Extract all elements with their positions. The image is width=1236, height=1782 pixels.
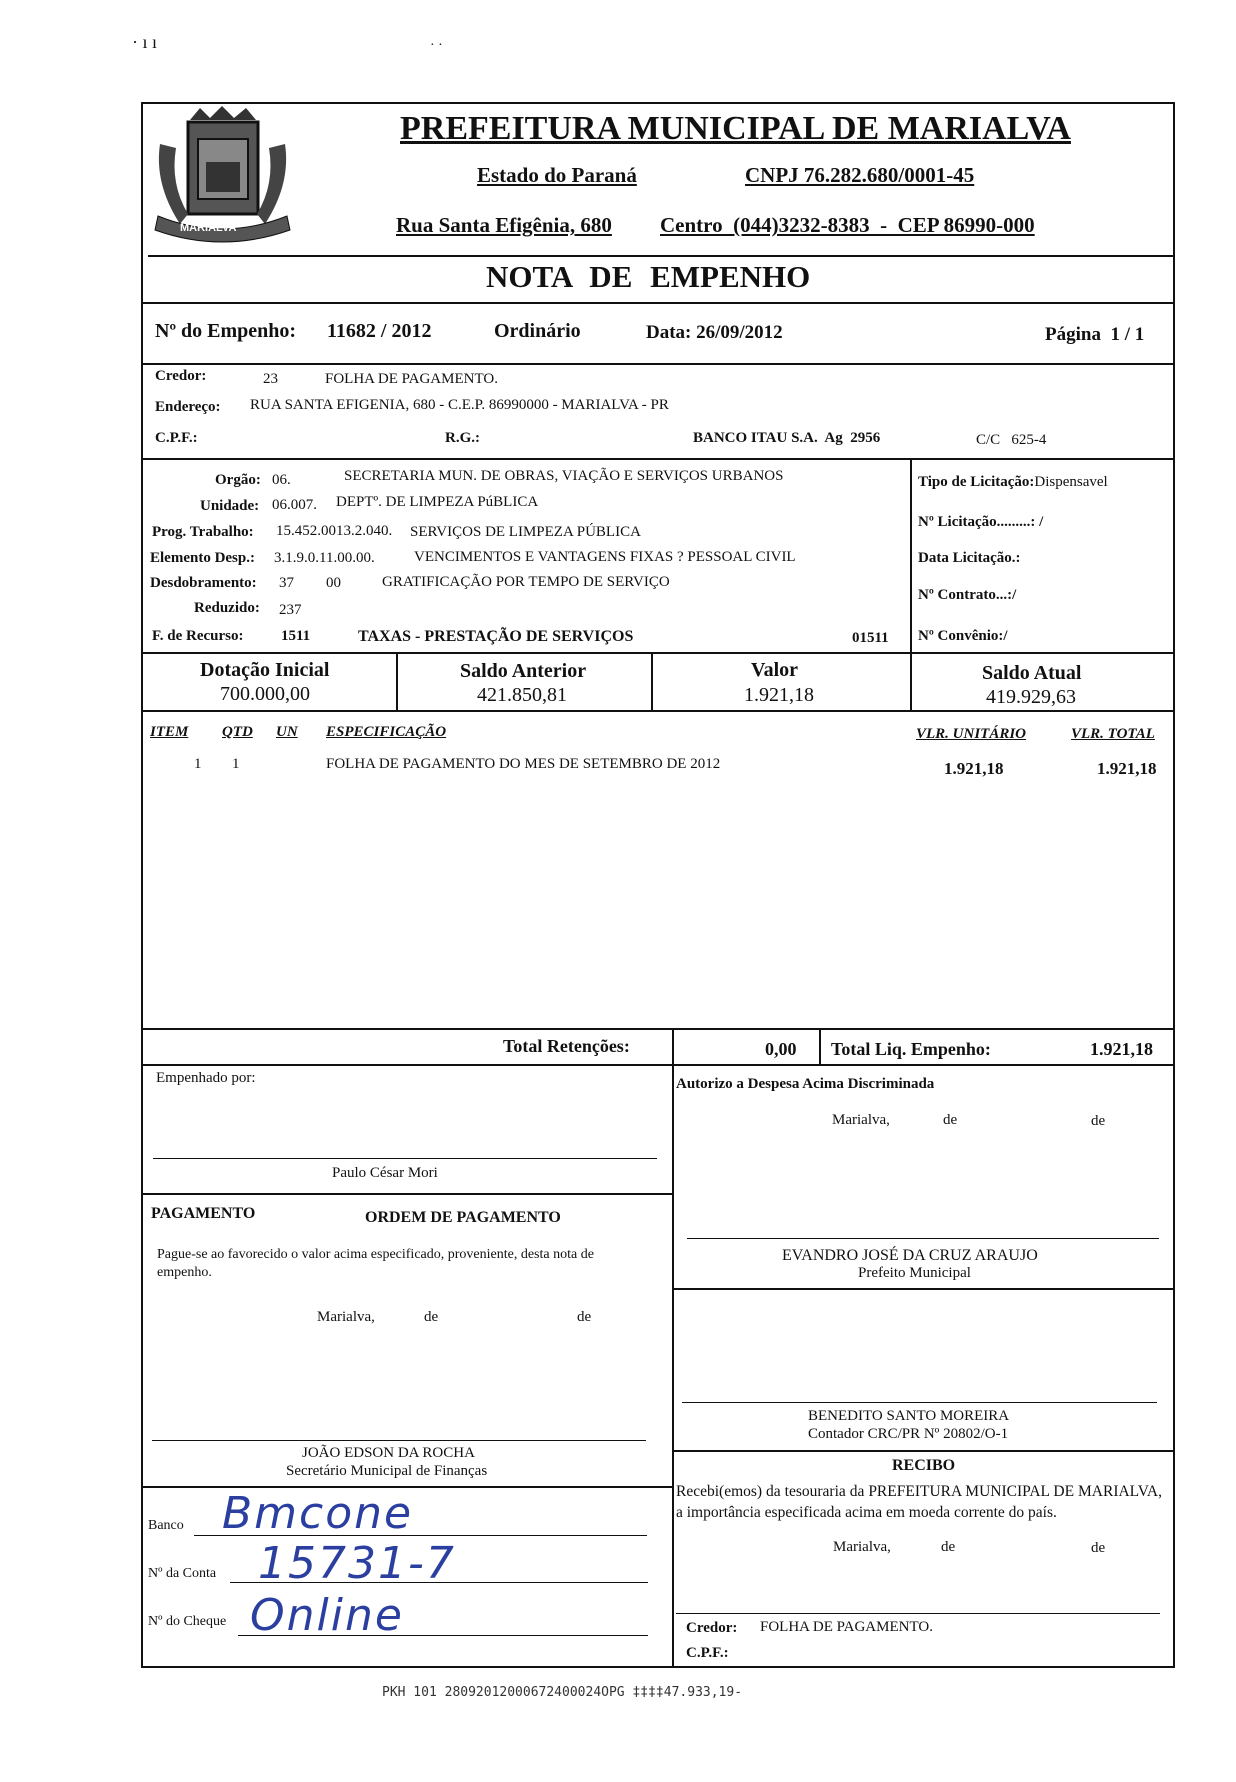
prog-code: 15.452.0013.2.040. xyxy=(276,523,393,539)
empenhado-label: Empenhado por: xyxy=(156,1070,256,1086)
unidade-label: Unidade: xyxy=(200,498,260,514)
recibo-city: Marialva, xyxy=(833,1539,891,1555)
scan-mark: · ı ı xyxy=(132,32,157,52)
dotacao-value: 700.000,00 xyxy=(220,683,310,705)
account-info: C/C 625-4 xyxy=(976,432,1047,448)
item-total-value: 1.921,18 xyxy=(1097,759,1157,778)
col-header-total: VLR. TOTAL xyxy=(1071,726,1155,742)
dotacao-label: Dotação Inicial xyxy=(200,659,330,681)
empenhado-name: Paulo César Mori xyxy=(332,1165,438,1181)
credor-label: Credor: xyxy=(155,368,207,384)
pagamento-city: Marialva, xyxy=(317,1309,375,1325)
orgao-code: 06. xyxy=(272,472,291,488)
empenho-type: Ordinário xyxy=(494,320,581,342)
item-number: 1 xyxy=(194,756,202,772)
page-title: PREFEITURA MUNICIPAL DE MARIALVA xyxy=(400,110,1071,147)
pagamento-text: Pague-se ao favorecido o valor acima especificado, proveniente, desta nota de empenho. xyxy=(157,1247,594,1280)
ordem-pagamento-label: ORDEM DE PAGAMENTO xyxy=(365,1209,561,1226)
conta-handwritten: 15731-7 xyxy=(258,1538,456,1589)
desdob-code: 37 xyxy=(279,575,294,591)
licitacao-number: Nº Licitação.........: / xyxy=(918,514,1044,530)
secretario-name: JOÃO EDSON DA ROCHA xyxy=(302,1445,475,1461)
endereco-value: RUA SANTA EFIGENIA, 680 - C.E.P. 86990000 - MARIALVA - PR xyxy=(250,397,669,413)
empenho-label: Nº do Empenho: xyxy=(155,320,297,342)
contrato-number: Nº Contrato...:/ xyxy=(918,587,1017,603)
secretario-role: Secretário Municipal de Finanças xyxy=(286,1463,488,1479)
reduzido-label: Reduzido: xyxy=(194,600,260,616)
contador-role: Contador CRC/PR Nº 20802/O-1 xyxy=(808,1426,1009,1442)
retencoes-label: Total Retenções: xyxy=(503,1036,630,1056)
municipal-seal: MARIALVA xyxy=(150,104,295,254)
autorizo-de: de xyxy=(943,1112,958,1128)
col-header-espec: ESPECIFICAÇÃO xyxy=(326,724,447,740)
endereco-label: Endereço: xyxy=(155,399,221,415)
credor-name: FOLHA DE PAGAMENTO. xyxy=(325,371,498,387)
saldo-atual-label: Saldo Atual xyxy=(982,662,1082,684)
banco-handwritten: Bmcone xyxy=(222,1488,414,1539)
convenio-number: Nº Convênio:/ xyxy=(918,628,1008,644)
empenho-number: 11682 / 2012 xyxy=(327,320,432,342)
cpf-label: C.P.F.: xyxy=(155,430,198,446)
item-qtd: 1 xyxy=(232,756,240,772)
desdob-code: 00 xyxy=(326,575,341,591)
desdob-label: Desdobramento: xyxy=(150,575,257,591)
table-row xyxy=(0,756,1236,780)
recurso-code: 1511 xyxy=(281,628,311,644)
pagamento-label: PAGAMENTO xyxy=(151,1205,256,1222)
rg-label: R.G.: xyxy=(445,430,480,446)
conta-label: Nº da Conta xyxy=(148,1566,217,1581)
total-liquido-value: 1.921,18 xyxy=(1090,1039,1153,1059)
recurso-name: TAXAS - PRESTAÇÃO DE SERVIÇOS xyxy=(358,628,634,645)
pagamento-de: de xyxy=(424,1309,439,1325)
valor-value: 1.921,18 xyxy=(744,684,814,706)
saldo-atual-value: 419.929,63 xyxy=(986,686,1076,708)
banco-label: Banco xyxy=(148,1518,184,1533)
prog-label: Prog. Trabalho: xyxy=(152,524,254,540)
col-header-un: UN xyxy=(276,724,298,740)
prefeito-name: EVANDRO JOSÉ DA CRUZ ARAUJO xyxy=(782,1247,1038,1264)
saldo-anterior-label: Saldo Anterior xyxy=(460,660,587,682)
licitacao-date: Data Licitação.: xyxy=(918,550,1021,566)
elemento-name: VENCIMENTOS E VANTAGENS FIXAS ? PESSOAL CIVIL xyxy=(414,549,796,565)
recibo-credor-name: FOLHA DE PAGAMENTO. xyxy=(760,1619,933,1635)
col-header-qtd: QTD xyxy=(222,724,253,740)
saldo-anterior-value: 421.850,81 xyxy=(477,684,567,706)
orgao-label: Orgão: xyxy=(215,472,261,488)
street-text: Rua Santa Efigênia, 680 xyxy=(396,213,612,237)
elemento-code: 3.1.9.0.11.00.00. xyxy=(274,550,375,566)
licitacao-tipo: Tipo de Licitação:Dispensavel xyxy=(918,474,1108,490)
state-text: Estado do Paraná xyxy=(477,163,637,187)
prefeito-role: Prefeito Municipal xyxy=(858,1265,971,1281)
desdob-name: GRATIFICAÇÃO POR TEMPO DE SERVIÇO xyxy=(382,574,670,590)
prog-name: SERVIÇOS DE LIMPEZA PÚBLICA xyxy=(410,524,641,540)
cheque-label: Nº do Cheque xyxy=(148,1614,227,1629)
reduzido-value: 237 xyxy=(279,602,302,618)
recibo-cpf-label: C.P.F.: xyxy=(686,1645,729,1661)
item-unit-value: 1.921,18 xyxy=(944,759,1004,778)
contact-text: Centro (044)3232-8383 - CEP 86990-000 xyxy=(660,213,1035,237)
autorizo-city: Marialva, xyxy=(832,1112,890,1128)
autorizo-label: Autorizo a Despesa Acima Discriminada xyxy=(676,1076,935,1092)
contador-name: BENEDITO SANTO MOREIRA xyxy=(808,1408,1010,1424)
bank-info: BANCO ITAU S.A. Ag 2956 xyxy=(693,430,881,446)
recurso-number: 01511 xyxy=(852,630,889,646)
unidade-code: 06.007. xyxy=(272,497,317,513)
page-number: Página 1 / 1 xyxy=(1045,324,1145,345)
recurso-label: F. de Recurso: xyxy=(152,628,244,644)
autorizo-de: de xyxy=(1091,1113,1106,1129)
doc-title: NOTA DE EMPENHO xyxy=(486,259,811,294)
scan-mark: · · xyxy=(430,38,443,53)
item-description: FOLHA DE PAGAMENTO DO MES DE SETEMBRO DE 2012 xyxy=(326,756,721,772)
col-header-unit: VLR. UNITÁRIO xyxy=(916,726,1027,742)
recibo-title: RECIBO xyxy=(892,1457,956,1474)
cheque-handwritten: Online xyxy=(250,1590,404,1641)
total-liquido-label: Total Liq. Empenho: xyxy=(831,1039,991,1059)
credor-code: 23 xyxy=(263,371,278,387)
recibo-text: Recebi(emos) da tesouraria da PREFEITURA MUNICIPAL DE MARIALVA, a importância especificada acima em moeda corrente do país. xyxy=(676,1483,1162,1521)
retencoes-value: 0,00 xyxy=(765,1039,797,1059)
cnpj-text: CNPJ 76.282.680/0001-45 xyxy=(745,163,975,187)
recibo-de: de xyxy=(1091,1540,1106,1556)
recibo-credor-label: Credor: xyxy=(686,1620,738,1636)
unidade-name: DEPTº. DE LIMPEZA PúBLICA xyxy=(336,494,539,510)
orgao-name: SECRETARIA MUN. DE OBRAS, VIAÇÃO E SERVIÇOS URBANOS xyxy=(344,468,784,484)
elemento-label: Elemento Desp.: xyxy=(150,550,255,566)
pagamento-de: de xyxy=(577,1309,592,1325)
footer-code: PKH 101 28092012000672400024OPG ‡‡‡‡47.933,19- xyxy=(382,1685,743,1700)
valor-label: Valor xyxy=(751,659,799,681)
recibo-de: de xyxy=(941,1539,956,1555)
empenho-date: Data: 26/09/2012 xyxy=(646,322,783,343)
col-header-item: ITEM xyxy=(150,724,189,740)
